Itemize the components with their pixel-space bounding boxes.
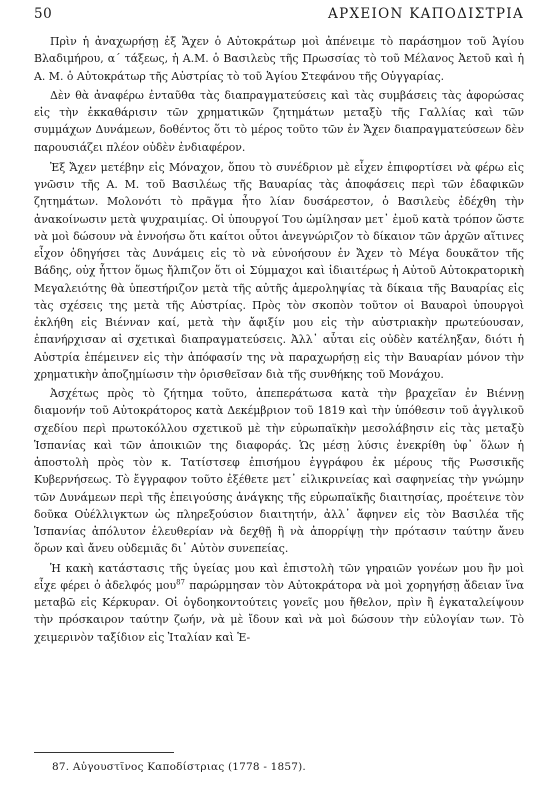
- page-number: 50: [34, 6, 53, 22]
- paragraph: Ἐξ Ἄχεν μετέβην εἰς Μόναχον, ὅπου τὸ συνέδριον μὲ εἶχεν ἐπιφορτίσει νὰ φέρω εἰς γνῶσιν τῆς Α. Μ. τοῦ Βασιλέως τῆς Βαυαρίας τὰς ἀποφάσεις περὶ τῶν ἐδαφικῶν ζητημάτων. Μολονότι τὸ πρᾶγμα ἦτο λίαν δυσάρεστον, ὁ Βασιλεὺς ἐδέχθη τὴν ἀνακοίνωσιν μετὰ ψυχραιμίας. Οἱ ὑπουργοί Του ὡμίλησαν μετ᾿ ἐμοῦ κατὰ τρόπον ὥστε νὰ μοὶ δώσουν νὰ ἐννοήσω ὅτι καίτοι οὗτοι ἀνεγνώριζον τὸ δίκαιον τῶν ἀρχῶν αἵτινες εἶχον ὁδηγήσει τὰς Δυνάμεις εἰς τὸ νὰ εὐνοήσουν ἐν Ἄχεν τὸ Μέγα δουκᾶτον τῆς Βάδης, οὐχ ἧττον ὅμως ἤλπιζον ὅτι οἱ Σύμμαχοι καὶ ἰδιαιτέρως ἡ Αὐτοῦ Αὐτοκρατορικὴ Μεγαλειότης θὰ ὑπεστήριζον μετὰ τῆς αὐτῆς ἀμεροληψίας τὰ δίκαια τῆς Βαυαρίας εἰς τὰς σχέσεις της μετὰ τῆς Αὐστρίας. Πρὸς τὸν σκοπὸν τοῦτον οἱ Βαυαροὶ ὑπουργοὶ ἐκλήθη εἰς Βιένναν καί, μετὰ τὴν ἄφιξίν μου εἰς τὴν αὐστριακὴν πρωτεύουσαν, ἐπανήρχισαν αἱ σχετικαὶ διαπραγματεύσεις. Ἀλλ᾿ αὗται εἰς οὐδὲν κατέληξαν, διότι ἡ Αὐστρία ἐπέμεινεν εἰς τὴν ἀπόφασίν της νὰ παραχωρήσῃ εἰς τὴν Βαυαρίαν μόνον τὴν χρηματικὴν ἀποζημίωσιν τὴν ὁρισθεῖσαν διὰ τῆς συνθήκης τοῦ Μονάχου.: [34, 160, 524, 381]
- footnote: 87. Αὐγουστῖνος Καποδίστριας (1778 - 1857).: [52, 761, 306, 773]
- body-text: [34, 33, 524, 648]
- paragraph-last: [34, 560, 524, 646]
- paragraph-text: παρώρμησαν τὸν Αὐτοκράτορα νὰ μοὶ χορηγήσῃ ἄδειαν ἵνα μεταβῶ εἰς Κέρκυραν. Οἱ ὀγδοηκοντούτεις γονεῖς μου ἤθελον, πρὶν ἢ ἐγκαταλείψουν τὴν πρόσκαιρον ταύτην ζωήν, νὰ μὲ ἴδουν καὶ νὰ μοὶ δώσουν τὴν εὐλογίαν των. Τὸ χειμερινὸν ταξίδιον εἰς Ἰταλίαν καὶ Ἑ-: [34, 578, 524, 644]
- paragraph: Πρὶν ἡ ἀναχωρήσῃ ἐξ Ἄχεν ὁ Αὐτοκράτωρ μοὶ ἀπένειμε τὸ παράσημον τοῦ Ἁγίου Βλαδιμήρου, α΄ τάξεως, ἡ Α.Μ. ὁ Βασιλεὺς τῆς Πρωσσίας τὸ τοῦ Μέλανος Ἀετοῦ καὶ ἡ Α. Μ. ὁ Αὐτοκράτωρ τῆς Αὐστρίας τὸ τοῦ Ἁγίου Στεφάνου τῆς Οὐγγαρίας.: [34, 35, 524, 83]
- footnote-divider: [34, 752, 174, 753]
- page-header: [34, 6, 524, 26]
- paragraph-text: Ἡ κακὴ κατάστασις τῆς ὑγείας μου καὶ ἐπιστολὴ τῶν γηραιῶν γονέων μου ἣν μοὶ εἶχε φέρει ὁ ἀδελφός μου: [34, 561, 524, 592]
- footnote-marker: 87: [176, 578, 186, 587]
- paragraph: Δὲν θὰ ἀναφέρω ἐνταῦθα τὰς διαπραγματεύσεις καὶ τὰς συμβάσεις τὰς ἀφορώσας εἰς τὴν ἐκκαθάρισιν τῶν χρηματικῶν ζητημάτων μεταξὺ τῆς Γαλλίας καὶ τῶν συμμάχων Δυνάμεων, δοθέντος ὅτι τὸ μέρος τοῦτο τῶν ἐν Ἄχεν διαπραγματεύσεων δὲν παρουσιάζει πλέον οὐδὲν ἐνδιαφέρον.: [34, 88, 524, 154]
- paragraph: Ἀσχέτως πρὸς τὸ ζήτημα τοῦτο, ἀπεπεράτωσα κατὰ τὴν βραχεῖαν ἐν Βιέννῃ διαμονήν τοῦ Αὐτοκράτορος κατὰ Δεκέμβριον τοῦ 1819 καὶ τὴν ὑπόθεσιν τοῦ ἀγγλικοῦ σχεδίου περὶ πρωτοκόλλου σχετικοῦ μὲ τὴν εὐρωπαϊκὴν μεσολάβησιν εἰς τὰς μεταξὺ Ἱσπανίας καὶ τῶν ἀποικιῶν της διαφοράς. Ὡς μέσῃ λύσις ἐνεκρίθη ὑφ᾿ ὅλων ἡ ἀποστολὴ πρὸς τὸν κ. Τατίστσεφ ἐπισήμου ἐγγράφου ἐκ μέρους τῆς Ρωσσικῆς Κυβερνήσεως. Τὸ ἔγγραφον τοῦτο ἐξέθετε μετ᾿ εἰλικρινείας καὶ σαφηνείας τὴν γνώμην τῶν Δυνάμεων περὶ τῆς ἐπειγούσης ἀνάγκης τῆς εὐρωπαϊκῆς διαιτησίας, προέτεινε τὸν δοῦκα Οὐέλλιγκτων ὡς πληρεξούσιον διαιτητήν, ἀλλ᾿ ἄφηνεν εἰς τὸν Βασιλέα τῆς Ἱσπανίας ἀπόλυτον ἐλευθερίαν νὰ δεχθῇ ἢ νὰ ἀπορρίψῃ τὴν πρότασιν ταύτην ἄνευ ὅρων καὶ ἄνευ οὐδεμιᾶς δι᾿ Αὐτὸν συνεπείας.: [34, 387, 524, 556]
- running-title: ΑΡΧΕΙΟΝ ΚΑΠΟΔΙΣΤΡΙΑ: [328, 6, 524, 22]
